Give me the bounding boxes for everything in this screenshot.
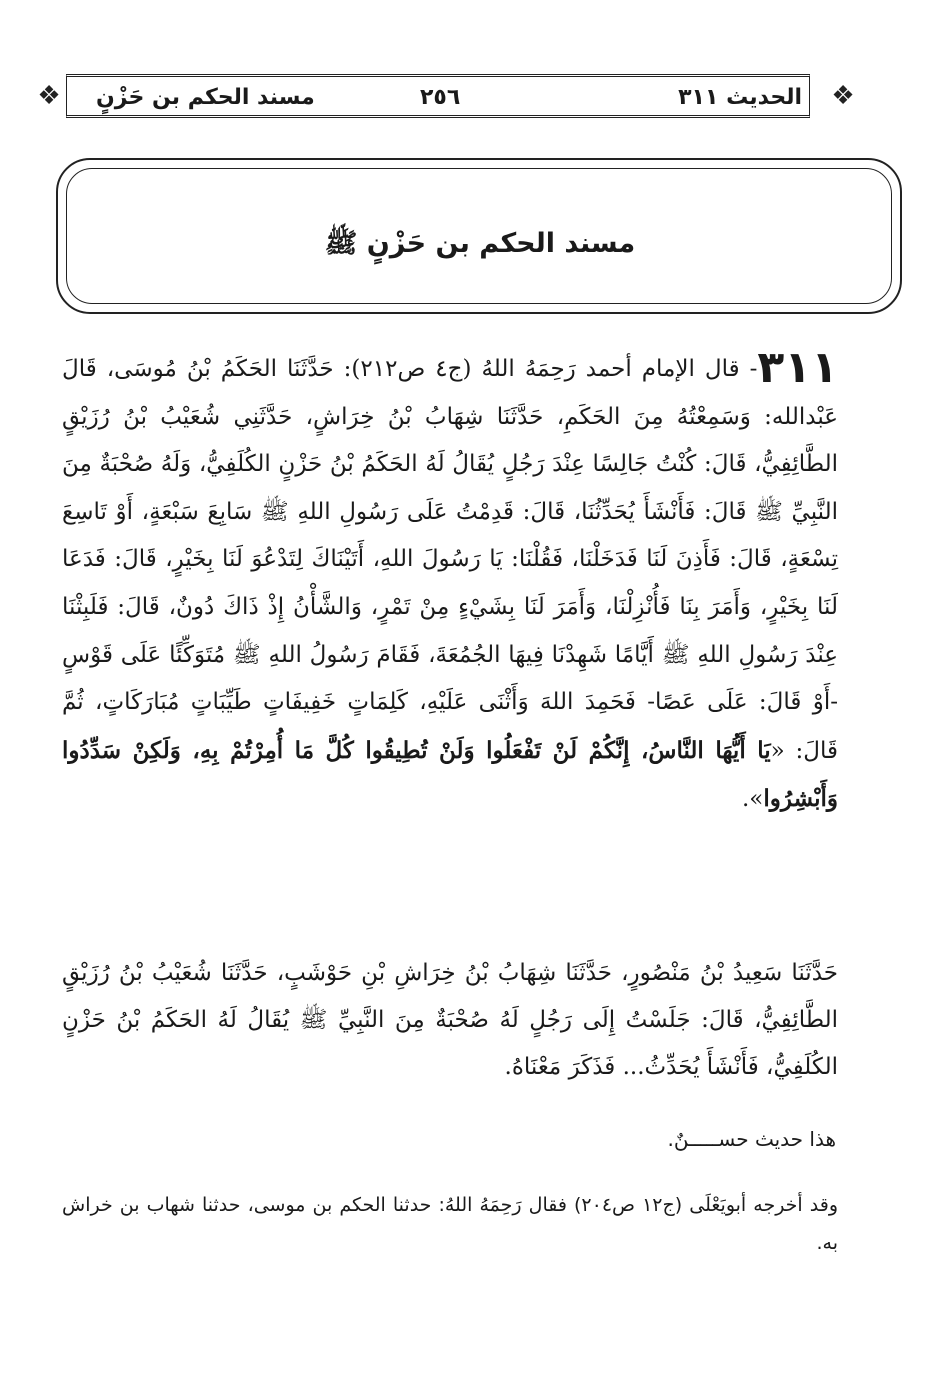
header-musnad-title: مسند الحكم بن حَزْنٍ	[96, 85, 315, 110]
chapter-title: مسند الحكم بن حَزْنٍ ﷺ	[324, 228, 636, 259]
page-number: ٢٥٦	[420, 85, 461, 110]
hadith-quote: يَا أَيُّهَا النَّاسُ، إِنَّكُمْ لَنْ تَفْعَلُوا وَلَنْ تُطِيقُوا كُلَّ مَا أُمِرْتُمْ بِهِ، وَلَكِنْ سَدِّدُوا وَأَبْشِرُوا	[62, 736, 838, 813]
header-ornament-right-icon: ❖	[831, 81, 855, 111]
hadith-grade: هذا حديث حســـــنٌ.	[667, 1127, 836, 1151]
header-hadith-label: الحديث ٣١١	[678, 85, 802, 110]
hadith-number: ٣١١	[757, 342, 838, 393]
takhrij-note: وقد أخرجه أبويَعْلَى (ج١٢ ص٢٠٤) فقال رَحِمَهُ اللهُ: حدثنا الحكم بن موسى، حدثنا شهاب بن خراش به.	[62, 1194, 839, 1254]
second-chain: حَدَّثَنَا سَعِيدُ بْنُ مَنْصُورٍ، حَدَّثَنَا شِهَابُ بْنُ خِرَاشِ بْنِ حَوْشَبٍ، حَدَّثَنَا شُعَيْبُ بْنُ رُزَيْقٍ الطَّائِفِيُّ، قَالَ: جَلَسْتُ إِلَى رَجُلٍ لَهُ صُحْبَةٌ مِنَ النَّبِيِّ ﷺ يُقَالُ لَهُ الحَكَمُ بْنُ حَزْنٍ الكُلَفِيُّ، فَأَنْشَأَ يُحَدِّثُ... فَذَكَرَ مَعْنَاهُ.	[62, 960, 838, 1080]
hadith-text	[62, 342, 838, 824]
header-ornament-left-icon: ❖	[37, 81, 61, 111]
hadith-closing: ».	[742, 786, 764, 813]
hadith-intro: - قال الإمام أحمد رَحِمَهُ اللهُ (ج٤ ص٢١٢): حَدَّثَنَا الحَكَمُ بْنُ مُوسَى، قَالَ عَبْدالله: وَسَمِعْتُهُ مِنَ الحَكَمِ، حَدَّثَنَا شِهَابُ بْنُ خِرَاشٍ، حَدَّثَنِي شُعَيْبُ بْنُ رُزَيْقٍ الطَّائِفِيُّ، قَالَ: كُنْتُ جَالِسًا عِنْدَ رَجُلٍ يُقَالُ لَهُ الحَكَمُ بْنُ حَزْنٍ الكُلَفِيُّ، وَلَهُ صُحْبَةٌ مِنَ النَّبِيِّ ﷺ قَالَ: فَأَنْشَأَ يُحَدِّثُنَا، قَالَ: قَدِمْتُ عَلَى رَسُولِ اللهِ ﷺ سَابِعَ سَبْعَةٍ، أَوْ تَاسِعَ تِسْعَةٍ، قَالَ: فَأَذِنَ لَنَا فَدَخَلْنَا، فَقُلْنَا: يَا رَسُولَ اللهِ، أَتَيْنَاكَ لِتَدْعُوَ لَنَا بِخَيْرٍ، قَالَ: فَدَعَا لَنَا بِخَيْرٍ، وَأَمَرَ بِنَا فَأُنْزِلْنَا، وَأَمَرَ لَنَا بِشَيْءٍ مِنْ تَمْرٍ، وَالشَّأْنُ إِذْ ذَاكَ دُونٌ، قَالَ: فَلَبِثْنَا عِنْدَ رَسُولِ اللهِ ﷺ أَيَّامًا شَهِدْنَا فِيهَا الجُمُعَةَ، فَقَامَ رَسُولُ اللهِ ﷺ مُتَوَكِّئًا عَلَى قَوْسٍ -أَوْ قَالَ: عَلَى عَصًا- فَحَمِدَ اللهَ وَأَثْنَى عَلَيْهِ، كَلِمَاتٍ خَفِيفَاتٍ طَيِّبَاتٍ مُبَارَكَاتٍ، ثُمَّ قَالَ: «	[62, 356, 838, 764]
